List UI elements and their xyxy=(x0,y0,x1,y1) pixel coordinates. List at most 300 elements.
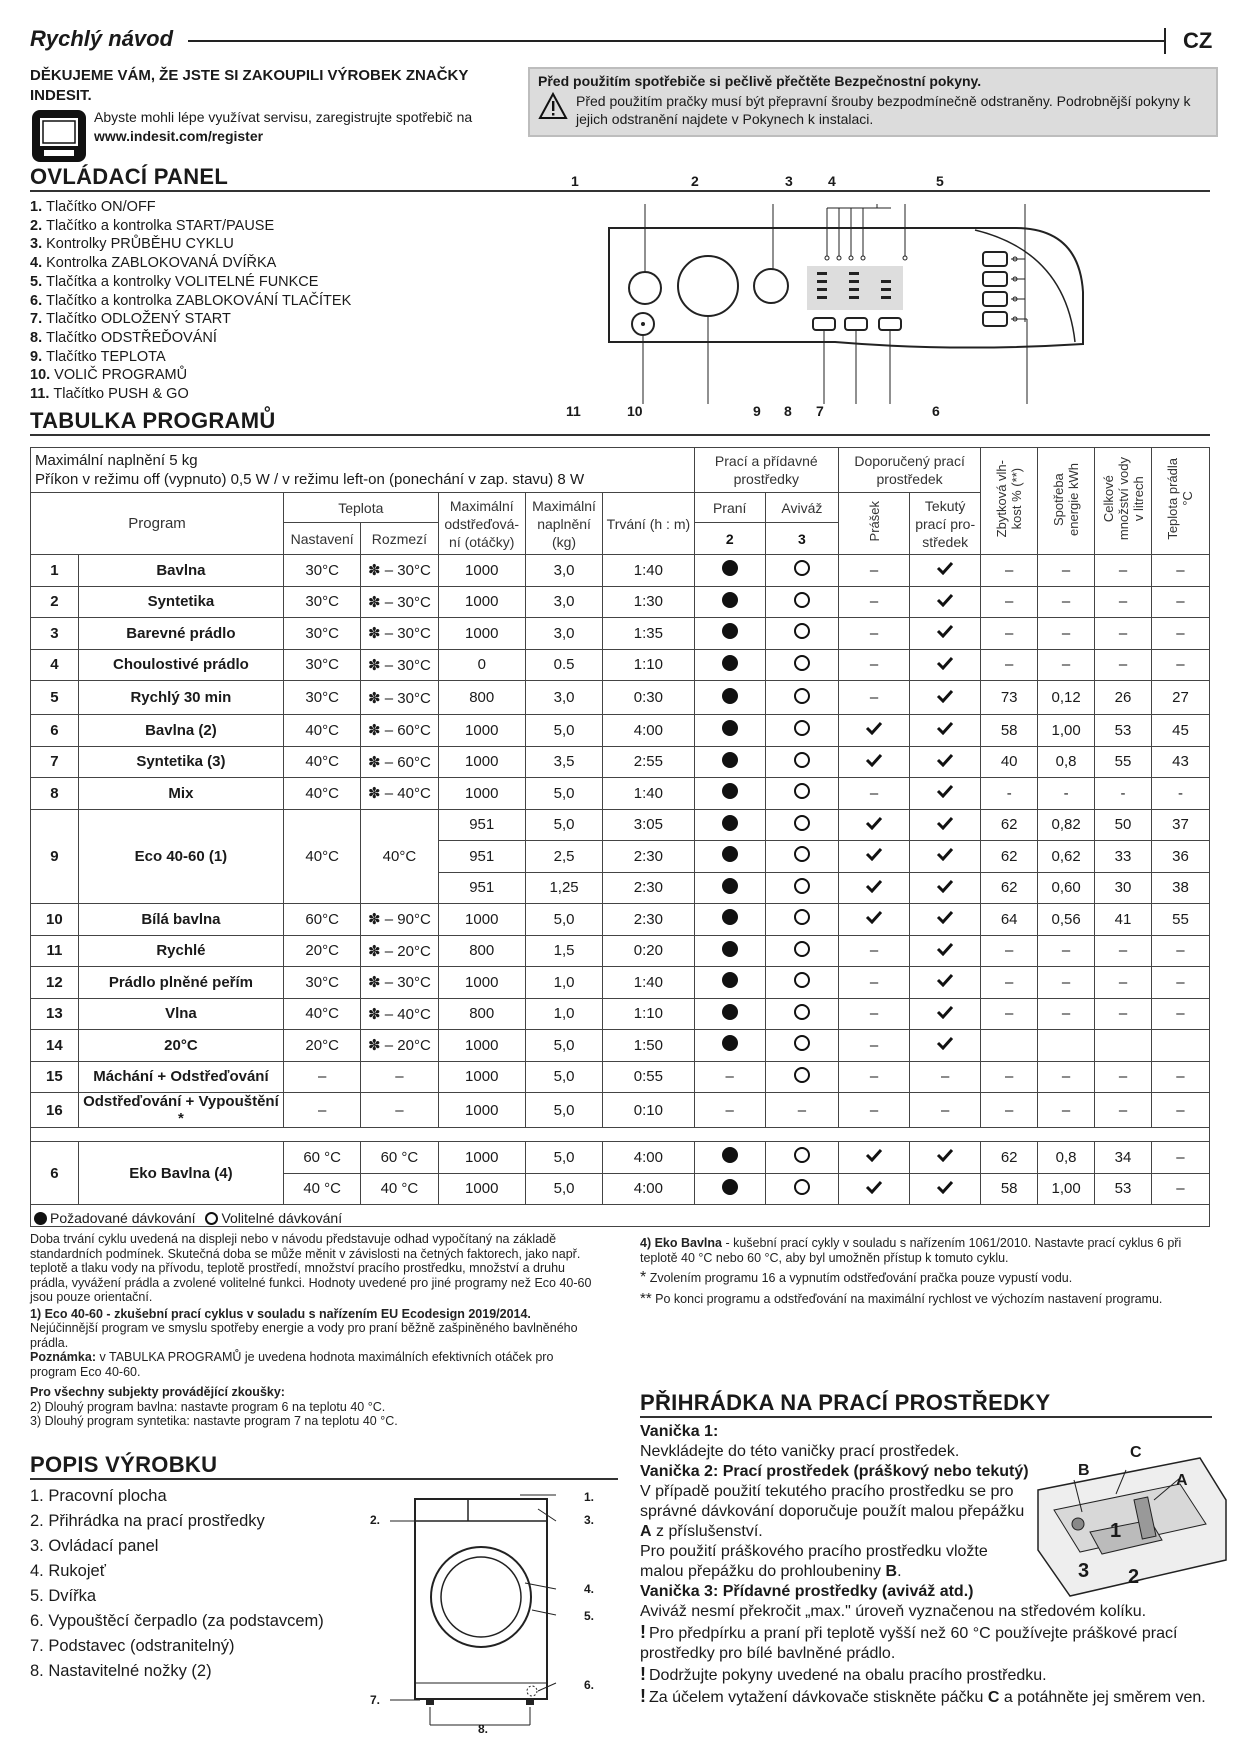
optional-ring-icon xyxy=(794,1067,810,1083)
cell xyxy=(838,555,909,587)
required-dot-icon xyxy=(722,752,738,768)
cell: 6 xyxy=(31,715,79,747)
cell: – xyxy=(1038,967,1095,999)
control-panel-item xyxy=(30,310,351,329)
cell: 4:00 xyxy=(603,1173,694,1205)
cell xyxy=(765,841,838,873)
cell: Barevné prádlo xyxy=(78,618,283,650)
check-icon xyxy=(936,784,954,798)
required-dot-icon xyxy=(722,815,738,831)
cell: 13 xyxy=(31,998,79,1030)
cell: 30°C xyxy=(284,618,361,650)
callout-top: 5 xyxy=(936,173,944,189)
warning-3b: a potáhněte jej směrem ven. xyxy=(1003,1689,1206,1706)
table-row xyxy=(31,998,1210,1030)
cell xyxy=(694,841,765,873)
table-row xyxy=(31,904,1210,936)
check-icon xyxy=(936,624,954,638)
table-row xyxy=(31,586,1210,618)
cell: 30°C xyxy=(284,586,361,618)
item-label: Tlačítko a kontrolka START/PAUSE xyxy=(46,217,275,234)
cell-value: – xyxy=(725,1101,734,1119)
cell-value: – xyxy=(869,973,879,991)
cell: 53 xyxy=(1095,1173,1152,1205)
table-row xyxy=(31,1030,1210,1062)
callout-bottom: 8 xyxy=(784,403,792,419)
cell-value: – xyxy=(869,784,879,802)
required-dot-icon xyxy=(722,1147,738,1163)
item-number: 1. xyxy=(30,199,43,215)
cell: – xyxy=(1095,586,1152,618)
cell: ✽ – 30°C xyxy=(361,618,438,650)
control-panel-item xyxy=(30,292,351,311)
cell-value: – xyxy=(869,689,879,706)
cell: 1000 xyxy=(438,967,525,999)
cell-value: – xyxy=(797,1101,807,1119)
required-dot-icon xyxy=(722,909,738,925)
cell: 20°C xyxy=(284,1030,361,1062)
required-dot-icon xyxy=(722,1004,738,1020)
cell: 0,60 xyxy=(1038,872,1095,904)
cell: 0:30 xyxy=(603,681,694,715)
cell: – xyxy=(981,935,1038,967)
cell xyxy=(765,1142,838,1174)
cell: – xyxy=(1038,1093,1095,1128)
cell: 40 °C xyxy=(361,1173,438,1205)
tray2-text-a: V případě použití tekutého pracího prostředku se pro správné dávkování doporučuje použít malou přepážku xyxy=(640,1483,1025,1520)
check-icon xyxy=(936,879,954,893)
cell: Syntetika xyxy=(78,586,283,618)
cell: 40°C xyxy=(284,809,361,904)
duration-note: Doba trvání cyklu uvedená na displeji nebo v návodu představuje odhad vypočítaný na základě standardních podmínek. Skutečná doba se může měnit v závislosti na četných faktorech, jako např. teplotě a tlaku vody na přívodu, teplotě prostředí, množství pracího prostředku, množství a druhu prádla, vyvážení prádla a zvolené volitelné funkci. Hodnoty uvedené pro jiné programy než Eco 40-60 jsou pouze orientační. xyxy=(30,1232,592,1304)
cell: 1000 xyxy=(438,1093,525,1128)
cell xyxy=(694,872,765,904)
callout-top: 4 xyxy=(828,173,836,189)
cell: 2 xyxy=(31,586,79,618)
table-row xyxy=(31,778,1210,810)
cell: 1:10 xyxy=(603,998,694,1030)
cell xyxy=(910,1173,981,1205)
cell xyxy=(910,967,981,999)
warning-3-label-c: C xyxy=(987,1689,1000,1706)
item-number: 10. xyxy=(30,367,51,384)
cell: 55 xyxy=(1151,904,1209,936)
cell: 1,5 xyxy=(525,935,602,967)
wash-compartment-num: 2 xyxy=(694,523,765,555)
cell: – xyxy=(981,1093,1038,1128)
cell: – xyxy=(1151,586,1209,618)
computer-icon xyxy=(30,108,88,164)
cell xyxy=(765,809,838,841)
cell: 5 xyxy=(31,681,79,715)
legend-required: Požadované dávkování xyxy=(50,1210,196,1226)
item-number: 3. xyxy=(30,236,43,253)
cell: 26 xyxy=(1095,681,1152,715)
cell-value: – xyxy=(869,1005,879,1023)
required-dot-icon xyxy=(722,560,738,576)
item-number: 2. xyxy=(30,217,43,234)
testers-note-2: 2) Dlouhý program bavlna: nastavte program 6 na teplotu 40 °C. xyxy=(30,1399,386,1414)
cell: Mix xyxy=(78,778,283,810)
cell: 9 xyxy=(31,809,79,904)
language-code: CZ xyxy=(1183,28,1213,53)
table-row xyxy=(31,809,1210,841)
register-link[interactable]: www.indesit.com/register xyxy=(94,128,264,144)
cell: – xyxy=(1095,935,1152,967)
cell: Choulostivé prádlo xyxy=(78,649,283,681)
cell: 7 xyxy=(31,746,79,778)
cell: ✽ – 40°C xyxy=(361,778,438,810)
item-label: Tlačítko ODLOŽENÝ START xyxy=(46,311,231,328)
cell-value: – xyxy=(869,561,879,579)
cell xyxy=(838,618,909,650)
cell: 58 xyxy=(981,1173,1038,1205)
cell: – xyxy=(1151,1093,1209,1128)
cell: – xyxy=(1151,998,1209,1030)
cell: Syntetika (3) xyxy=(78,746,283,778)
table-row xyxy=(31,935,1210,967)
cell: 37 xyxy=(1151,809,1209,841)
cell: 40°C xyxy=(361,809,438,904)
cell: 40°C xyxy=(284,746,361,778)
wash-header: Praní xyxy=(694,493,765,523)
cell xyxy=(765,778,838,810)
water-header: Celkové množství vody v litrech xyxy=(1100,457,1146,541)
cell: 1:40 xyxy=(603,778,694,810)
thanks-heading: DĚKUJEME VÁM, ŽE JSTE SI ZAKOUPILI VÝROBEK ZNAČKY INDESIT. xyxy=(30,67,469,104)
cell: Vlna xyxy=(78,998,283,1030)
required-dot-icon xyxy=(722,1179,738,1195)
tray3-text: Aviváž nesmí překročit „max." úroveň vyznačenou na středovém kolíku. xyxy=(640,1603,1147,1620)
cell: 3,0 xyxy=(525,618,602,650)
cell: 5,0 xyxy=(525,809,602,841)
cell: 800 xyxy=(438,935,525,967)
cell: 2:30 xyxy=(603,904,694,936)
cell xyxy=(765,618,838,650)
cell: Bílá bavlna xyxy=(78,904,283,936)
cell xyxy=(838,1173,909,1205)
cell xyxy=(838,967,909,999)
cell: - xyxy=(981,778,1038,810)
cell: 64 xyxy=(981,904,1038,936)
cell: 3:05 xyxy=(603,809,694,841)
check-icon xyxy=(936,973,954,987)
check-icon xyxy=(936,593,954,607)
cell xyxy=(838,778,909,810)
cell xyxy=(910,1142,981,1174)
control-panel-item xyxy=(30,366,351,385)
cell: 3,0 xyxy=(525,555,602,587)
cell: 1 xyxy=(31,555,79,587)
optional-ring-icon xyxy=(794,1179,810,1195)
check-icon xyxy=(865,1180,883,1194)
liquid-header: Tekutý prací pro-středek xyxy=(910,493,981,555)
optional-ring-icon xyxy=(205,1212,218,1225)
cell: 0,8 xyxy=(1038,1142,1095,1174)
item-label: Kontrolka ZABLOKOVANÁ DVÍŘKA xyxy=(46,255,277,272)
cell: 11 xyxy=(31,935,79,967)
cell: 5,0 xyxy=(525,778,602,810)
cell xyxy=(1151,1030,1209,1062)
callout-bottom: 11 xyxy=(566,403,581,419)
cell: – xyxy=(1095,1061,1152,1093)
cell: 0,12 xyxy=(1038,681,1095,715)
cell: 40 °C xyxy=(284,1173,361,1205)
control-panel-heading: OVLÁDACÍ PANEL xyxy=(30,164,229,189)
product-callout: 2. xyxy=(370,1513,381,1527)
control-panel-item xyxy=(30,385,351,404)
item-number: 9. xyxy=(30,348,43,365)
optional-ring-icon xyxy=(794,783,810,799)
cell: 5,0 xyxy=(525,1173,602,1205)
cell: – xyxy=(361,1093,438,1128)
cell: 0:55 xyxy=(603,1061,694,1093)
drawer-label: B xyxy=(1078,1462,1090,1479)
testers-note-3: 3) Dlouhý program syntetika: nastavte program 7 na teplotu 40 °C. xyxy=(30,1414,398,1428)
cell xyxy=(838,681,909,715)
cell xyxy=(838,1142,909,1174)
cell: 1:10 xyxy=(603,649,694,681)
eco-note-title: 1) Eco 40-60 - zkušební prací cyklus v souladu s nařízením EU Ecodesign 2019/2014. xyxy=(30,1306,531,1321)
product-part-item: 2. Přihrádka na prací prostředky xyxy=(30,1512,265,1530)
duration-header: Trvání (h : m) xyxy=(603,493,694,555)
cell xyxy=(838,841,909,873)
cell: 16 xyxy=(31,1093,79,1128)
check-icon xyxy=(936,1036,954,1050)
cell xyxy=(694,618,765,650)
drawer-label: C xyxy=(1130,1444,1142,1461)
cell: 60°C xyxy=(284,904,361,936)
cell: – xyxy=(981,967,1038,999)
cell xyxy=(765,586,838,618)
cell xyxy=(765,555,838,587)
eko-note: - kušební prací cykly v souladu s nařízením 1061/2010. Nastavte prací cyklus 6 při teplotě 40 °C nebo 60 °C, aby byl umožněn přístup k tomuto cyklu. xyxy=(640,1236,1182,1265)
item-label: Kontrolky PRŮBĚHU CYKLU xyxy=(46,236,234,253)
table-spacer xyxy=(31,1128,1210,1142)
cell: ✽ – 20°C xyxy=(361,935,438,967)
cell xyxy=(981,1030,1038,1062)
optional-ring-icon xyxy=(794,1035,810,1051)
required-dot-icon xyxy=(722,592,738,608)
notes-left xyxy=(30,1232,602,1431)
check-icon xyxy=(865,816,883,830)
cell xyxy=(694,998,765,1030)
header-rule-end xyxy=(1164,28,1166,54)
callout-top: 2 xyxy=(691,173,699,189)
cell xyxy=(1038,1030,1095,1062)
required-dot-icon xyxy=(722,878,738,894)
cell: 1:50 xyxy=(603,1030,694,1062)
cell xyxy=(1095,1030,1152,1062)
optional-ring-icon xyxy=(794,846,810,862)
cell: Eco 40-60 (1) xyxy=(78,809,283,904)
product-callout: 8. xyxy=(478,1722,489,1736)
cell: 1:35 xyxy=(603,618,694,650)
softener-header: Aviváž xyxy=(765,493,838,523)
cell: 5,0 xyxy=(525,1030,602,1062)
check-icon xyxy=(936,656,954,670)
cell xyxy=(765,872,838,904)
cell: 0:10 xyxy=(603,1093,694,1128)
callout-top: 3 xyxy=(785,173,793,189)
power-note: Příkon v režimu off (vypnuto) 0,5 W / v režimu left-on (ponechání v zap. stavu) 8 W xyxy=(35,471,585,488)
register-text: Abyste mohli lépe využívat servisu, zaregistrujte spotřebič na xyxy=(94,109,473,125)
cell: 5,0 xyxy=(525,1093,602,1128)
optional-ring-icon xyxy=(794,1147,810,1163)
washing-machine-diagram xyxy=(360,1475,620,1735)
softener-compartment-num: 3 xyxy=(765,523,838,555)
cell xyxy=(694,1142,765,1174)
control-panel-item xyxy=(30,217,351,236)
cell-value: – xyxy=(869,1068,879,1086)
cell xyxy=(694,967,765,999)
optional-ring-icon xyxy=(794,972,810,988)
cell xyxy=(838,935,909,967)
item-number: 5. xyxy=(30,273,43,290)
cell: 5,0 xyxy=(525,715,602,747)
cell xyxy=(910,618,981,650)
optional-ring-icon xyxy=(794,1004,810,1020)
cell: 27 xyxy=(1151,681,1209,715)
cell xyxy=(838,715,909,747)
cell: 60 °C xyxy=(284,1142,361,1174)
cell: 73 xyxy=(981,681,1038,715)
product-callout: 1. xyxy=(584,1490,595,1504)
cell: 62 xyxy=(981,809,1038,841)
cell xyxy=(910,1030,981,1062)
cell: 3,5 xyxy=(525,746,602,778)
check-icon xyxy=(936,753,954,767)
table-row xyxy=(31,1061,1210,1093)
product-part-item: 1. Pracovní plocha xyxy=(30,1487,167,1505)
callout-bottom: 9 xyxy=(753,403,761,419)
cell xyxy=(838,1093,909,1128)
cell: 62 xyxy=(981,841,1038,873)
required-dot-icon xyxy=(722,720,738,736)
cell: 30 xyxy=(1095,872,1152,904)
item-number: 8. xyxy=(30,329,43,346)
legend-optional: Volitelné dávkování xyxy=(221,1210,343,1226)
warning-title: Před použitím spotřebiče si pečlivě přečtěte Bezpečnostní pokyny. xyxy=(538,73,982,89)
cell: – xyxy=(1151,1061,1209,1093)
check-icon xyxy=(936,1005,954,1019)
testers-title: Pro všechny subjekty provádějící zkoušky: xyxy=(30,1385,285,1399)
required-dot-icon xyxy=(722,655,738,671)
cell: 0 xyxy=(438,649,525,681)
callout-bottom: 6 xyxy=(932,403,940,419)
drawer-label: 2 xyxy=(1128,1566,1140,1588)
check-icon xyxy=(865,753,883,767)
cell: 36 xyxy=(1151,841,1209,873)
warning-1: Pro předpírku a praní při teplotě vyšší než 60 °C používejte práškové prací prostředky pro bílé bavlněné prádlo. xyxy=(640,1625,1178,1662)
cell: – xyxy=(1095,1093,1152,1128)
cell: 34 xyxy=(1095,1142,1152,1174)
cell xyxy=(910,1093,981,1128)
callout-bottom: 10 xyxy=(627,403,643,419)
cell: 4 xyxy=(31,649,79,681)
cell: 40°C xyxy=(284,778,361,810)
cell: 800 xyxy=(438,998,525,1030)
cell: 1,00 xyxy=(1038,1173,1095,1205)
cell: – xyxy=(1151,618,1209,650)
cell: Odstřeďování + Vypouštění * xyxy=(78,1093,283,1128)
table-row xyxy=(31,715,1210,747)
remark-title: Poznámka: xyxy=(30,1350,96,1364)
cell: 45 xyxy=(1151,715,1209,747)
cell-value: – xyxy=(940,1101,950,1119)
detergents-header: Prací a přídavné prostředky xyxy=(694,448,838,493)
double-star-note: Po konci programu a odstřeďování na maximální rychlost ve výchozím nastavení programu. xyxy=(655,1291,1163,1306)
product-callout: 6. xyxy=(584,1678,595,1692)
cell: 38 xyxy=(1151,872,1209,904)
cell: – xyxy=(284,1093,361,1128)
cell: 2,5 xyxy=(525,841,602,873)
cell: 40 xyxy=(981,746,1038,778)
cell: – xyxy=(1038,618,1095,650)
tray2-label-b: B xyxy=(885,1563,898,1580)
cell: 1000 xyxy=(438,904,525,936)
spacer-cell xyxy=(31,1128,1210,1142)
check-icon xyxy=(936,1180,954,1194)
cell: – xyxy=(361,1061,438,1093)
cell: – xyxy=(981,586,1038,618)
cell: 30°C xyxy=(284,967,361,999)
cell xyxy=(765,998,838,1030)
residual-moisture-header: Zbytková vlh- kost % (**) xyxy=(994,460,1025,538)
optional-ring-icon xyxy=(794,623,810,639)
cell xyxy=(838,746,909,778)
cell xyxy=(910,935,981,967)
cell: 0.5 xyxy=(525,649,602,681)
cell xyxy=(910,1061,981,1093)
cell: 1000 xyxy=(438,618,525,650)
cell: – xyxy=(981,555,1038,587)
cell xyxy=(765,1030,838,1062)
check-icon xyxy=(865,910,883,924)
cell: – xyxy=(1038,998,1095,1030)
cell-value: – xyxy=(869,1101,879,1119)
cell: 0:20 xyxy=(603,935,694,967)
required-dot-icon xyxy=(34,1212,47,1225)
control-panel-item xyxy=(30,254,351,273)
warning-2: Dodržujte pokyny uvedené na obalu pracího prostředku. xyxy=(649,1667,1047,1684)
tray2-title: Vanička 2: Prací prostředek (práškový nebo tekutý) xyxy=(640,1463,1029,1480)
cell xyxy=(910,649,981,681)
exclamation-icon: ! xyxy=(640,1686,646,1706)
cell: 40°C xyxy=(284,998,361,1030)
cell xyxy=(765,1093,838,1128)
check-icon xyxy=(936,1148,954,1162)
cell: 2:30 xyxy=(603,872,694,904)
cell xyxy=(910,586,981,618)
cell-value: – xyxy=(725,1068,734,1086)
check-icon xyxy=(936,910,954,924)
cell xyxy=(838,649,909,681)
tray2-label-a: A xyxy=(640,1523,652,1540)
eko-note-title: 4) Eko Bavlna xyxy=(640,1236,722,1250)
cell: 951 xyxy=(438,841,525,873)
table-row xyxy=(31,649,1210,681)
cell-value: – xyxy=(869,593,879,611)
item-number: 6. xyxy=(30,292,43,309)
cell: – xyxy=(1151,1173,1209,1205)
cell: 1000 xyxy=(438,778,525,810)
item-label: Tlačítko a kontrolka ZABLOKOVÁNÍ TLAČÍTEK xyxy=(46,292,352,309)
cell: 30°C xyxy=(284,555,361,587)
item-number: 11. xyxy=(30,386,50,403)
cell: 62 xyxy=(981,872,1038,904)
cell: - xyxy=(1095,778,1152,810)
